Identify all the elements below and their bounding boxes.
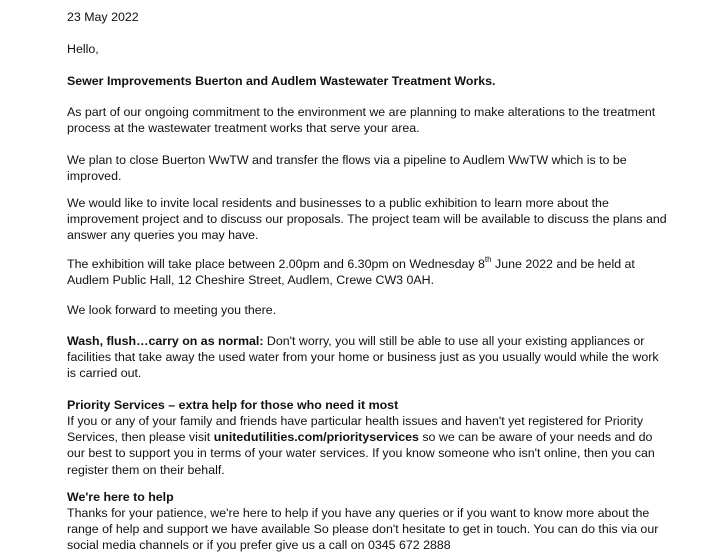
priority-text-end: so we can be aware of your needs and do our best to support you in terms of your water services. If you know someone who isn't online, then you can register them on their behalf. xyxy=(67,430,655,477)
letter-date: 23 May 2022 xyxy=(67,10,139,24)
paragraph-help: Thanks for your patience, we're here to help if you have any queries or if you want to know more about the range of help and support we have available So please don't hesitate to get in touch. You can do this via our social media channels or if you prefer give us a call on 0345 672 2888 xyxy=(67,506,659,553)
priority-services-heading: Priority Services – extra help for those who need it most xyxy=(67,398,399,412)
paragraph-closing: We look forward to meeting you there. xyxy=(67,303,277,317)
wash-heading: Wash, flush…carry on as normal: xyxy=(67,334,264,348)
wash-text: Don't worry, you will still be able to use all your existing appliances or facilities that take away the used water from your home or business just as you usually would while the work is carried out. xyxy=(67,334,659,381)
paragraph-exhibition-details xyxy=(67,256,667,288)
exhibition-text-start: The exhibition will take place between 2.00pm and 6.30pm on Wednesday 8 xyxy=(67,257,485,271)
paragraph-invite: We would like to invite local residents and businesses to a public exhibition to learn more about the improvement project and to discuss our proposals. The project team will be available to discuss the plans and answer any queries you may have. xyxy=(67,196,667,243)
priority-text-start: If you or any of your family and friends have particular health issues and haven't yet registered for Priority Services, then please visit xyxy=(67,414,644,445)
exhibition-text-end: June 2022 and be held at Audlem Public Hall, 12 Cheshire Street, Audlem, Crewe CW3 0AH. xyxy=(67,257,635,288)
paragraph-close-buerton: We plan to close Buerton WwTW and transfer the flows via a pipeline to Audlem WwTW which is to be improved. xyxy=(67,153,627,184)
priority-services-link[interactable]: unitedutilities.com/priorityservices xyxy=(213,430,419,445)
letter-greeting: Hello, xyxy=(67,42,99,56)
paragraph-wash-flush xyxy=(67,333,667,382)
date-suffix: th xyxy=(484,254,492,264)
letter-subject: Sewer Improvements Buerton and Audlem Wastewater Treatment Works. xyxy=(67,74,496,88)
paragraph-commitment: As part of our ongoing commitment to the environment we are planning to make alterations to the treatment process at the wastewater treatment works that serve your area. xyxy=(67,105,656,136)
help-heading: We're here to help xyxy=(67,490,174,504)
paragraph-priority-services xyxy=(67,413,667,478)
